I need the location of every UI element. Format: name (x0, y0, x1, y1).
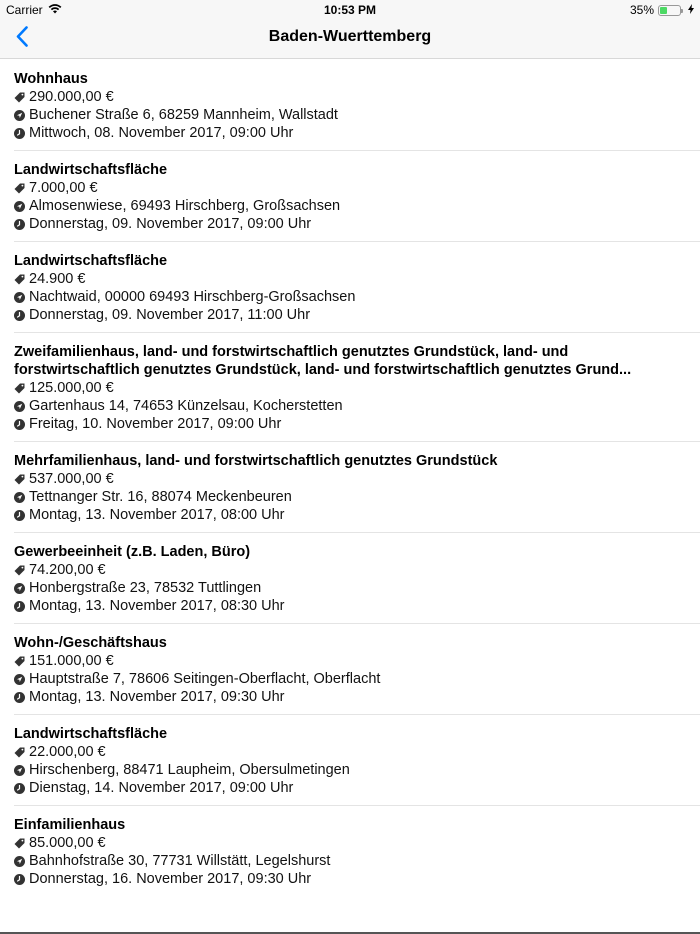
charging-bolt-icon (688, 3, 694, 17)
price-tag-icon (14, 747, 25, 758)
location-arrow-icon (14, 492, 25, 503)
clock-icon (14, 128, 25, 139)
item-title: Einfamilienhaus (14, 817, 126, 833)
item-date-row (14, 597, 686, 615)
item-title: Mehrfamilienhaus, land- und forstwirtschaftlich genutztes Grundstück (14, 453, 498, 469)
item-address: Hauptstraße 7, 78606 Seitingen-Oberflacht, Oberflacht (29, 671, 381, 687)
item-price-row (14, 743, 686, 761)
status-time: 10:53 PM (323, 3, 377, 17)
page-title: Baden-Wuerttemberg (268, 28, 432, 45)
item-address: Honbergstraße 23, 78532 Tuttlingen (29, 580, 262, 596)
item-date-row (14, 415, 686, 433)
list-item[interactable] (0, 806, 700, 897)
item-price: 125.000,00 € (29, 380, 114, 396)
item-date: Mittwoch, 08. November 2017, 09:00 Uhr (29, 125, 294, 141)
battery-icon (658, 5, 681, 16)
item-title: Landwirtschaftsfläche (14, 162, 168, 178)
item-date-row (14, 306, 686, 324)
list-item[interactable] (0, 60, 700, 151)
item-date-row (14, 124, 686, 142)
item-address-row (14, 670, 686, 688)
item-price: 7.000,00 € (29, 180, 98, 196)
clock-icon (14, 783, 25, 794)
item-title: Zweifamilienhaus, land- und forstwirtschaftlich genutztes Grundstück, land- und forstwirtschaftlich genutztes Grundstück, land- und forstwirtschaftlich genutztes Grund... (14, 344, 632, 378)
price-tag-icon (14, 838, 25, 849)
item-title: Wohn-/Geschäftshaus (14, 635, 167, 651)
item-date-row (14, 506, 686, 524)
location-arrow-icon (14, 110, 25, 121)
item-price-row (14, 834, 686, 852)
clock-icon (14, 874, 25, 885)
carrier-label: Carrier (6, 3, 43, 17)
item-date-row (14, 779, 686, 797)
item-price: 22.000,00 € (29, 744, 106, 760)
price-tag-icon (14, 474, 25, 485)
item-date: Donnerstag, 09. November 2017, 09:00 Uhr (29, 216, 312, 232)
item-address-row (14, 488, 686, 506)
item-title: Wohnhaus (14, 71, 88, 87)
item-price: 85.000,00 € (29, 835, 106, 851)
list-item[interactable] (0, 242, 700, 333)
clock-icon (14, 310, 25, 321)
listing-list (0, 60, 700, 897)
clock-icon (14, 419, 25, 430)
item-price-row (14, 270, 686, 288)
item-address: Bahnhofstraße 30, 77731 Willstätt, Legelshurst (29, 853, 331, 869)
item-address-row (14, 106, 686, 124)
location-arrow-icon (14, 201, 25, 212)
list-item[interactable] (0, 533, 700, 624)
item-price: 151.000,00 € (29, 653, 114, 669)
item-price: 24.900 € (29, 271, 86, 287)
item-address-row (14, 852, 686, 870)
battery-percent: 35% (629, 3, 654, 17)
list-item[interactable] (0, 333, 700, 442)
list-item[interactable] (0, 715, 700, 806)
list-item[interactable] (0, 442, 700, 533)
item-date: Montag, 13. November 2017, 08:00 Uhr (29, 507, 285, 523)
clock-icon (14, 219, 25, 230)
item-price: 74.200,00 € (29, 562, 106, 578)
item-date: Dienstag, 14. November 2017, 09:00 Uhr (29, 780, 294, 796)
item-price-row (14, 652, 686, 670)
price-tag-icon (14, 274, 25, 285)
location-arrow-icon (14, 856, 25, 867)
item-price-row (14, 179, 686, 197)
item-price-row (14, 379, 686, 397)
clock-icon (14, 601, 25, 612)
item-address: Tettnanger Str. 16, 88074 Meckenbeuren (29, 489, 292, 505)
item-price-row (14, 88, 686, 106)
list-item[interactable] (0, 624, 700, 715)
item-price: 290.000,00 € (29, 89, 114, 105)
location-arrow-icon (14, 292, 25, 303)
item-address: Gartenhaus 14, 74653 Künzelsau, Kocherstetten (29, 398, 343, 414)
item-address: Nachtwaid, 00000 69493 Hirschberg-Großsachsen (29, 289, 356, 305)
item-address: Hirschenberg, 88471 Laupheim, Obersulmetingen (29, 762, 350, 778)
price-tag-icon (14, 183, 25, 194)
item-date: Montag, 13. November 2017, 08:30 Uhr (29, 598, 285, 614)
item-price: 537.000,00 € (29, 471, 114, 487)
item-address: Almosenwiese, 69493 Hirschberg, Großsachsen (29, 198, 341, 214)
location-arrow-icon (14, 401, 25, 412)
item-date: Freitag, 10. November 2017, 09:00 Uhr (29, 416, 282, 432)
item-address-row (14, 761, 686, 779)
item-address: Buchener Straße 6, 68259 Mannheim, Wallstadt (29, 107, 338, 123)
item-title: Gewerbeeinheit (z.B. Laden, Büro) (14, 544, 251, 560)
item-date-row (14, 215, 686, 233)
item-address-row (14, 579, 686, 597)
item-address-row (14, 397, 686, 415)
price-tag-icon (14, 656, 25, 667)
item-title: Landwirtschaftsfläche (14, 726, 168, 742)
clock-icon (14, 692, 25, 703)
price-tag-icon (14, 565, 25, 576)
price-tag-icon (14, 92, 25, 103)
location-arrow-icon (14, 583, 25, 594)
item-date-row (14, 688, 686, 706)
item-date: Montag, 13. November 2017, 09:30 Uhr (29, 689, 285, 705)
location-arrow-icon (14, 765, 25, 776)
item-date: Donnerstag, 16. November 2017, 09:30 Uhr (29, 871, 312, 887)
clock-icon (14, 510, 25, 521)
item-address-row (14, 197, 686, 215)
item-title: Landwirtschaftsfläche (14, 253, 168, 269)
item-date-row (14, 870, 686, 888)
status-bar (0, 0, 700, 20)
item-price-row (14, 561, 686, 579)
item-address-row (14, 288, 686, 306)
navigation-bar (0, 20, 700, 59)
location-arrow-icon (14, 674, 25, 685)
battery-group (630, 3, 694, 17)
item-price-row (14, 470, 686, 488)
price-tag-icon (14, 383, 25, 394)
item-date: Donnerstag, 09. November 2017, 11:00 Uhr (29, 307, 311, 323)
list-item[interactable] (0, 151, 700, 242)
